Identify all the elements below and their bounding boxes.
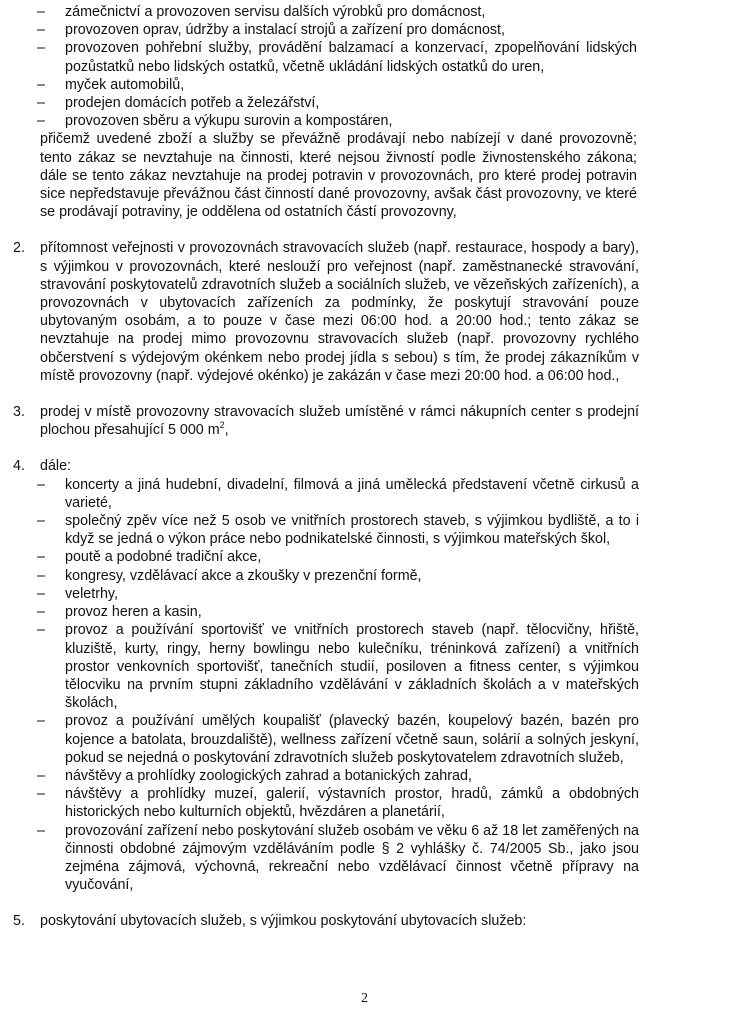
list-item: – provozoven oprav, údržby a instalací strojů a zařízení pro domácnost, xyxy=(65,21,637,39)
page-number: 2 xyxy=(361,991,368,1006)
list-item: – poutě a podobné tradiční akce, xyxy=(65,548,639,566)
list-item: – prodejen domácích potřeb a železářství, xyxy=(65,94,637,112)
list-item: – koncerty a jiná hudební, divadelní, filmová a jiná umělecká představení včetně cirkusů a varieté, xyxy=(65,476,639,512)
list-item: – zámečnictví a provozoven servisu dalších výrobků pro domácnost, xyxy=(65,3,637,21)
list-item: – kongresy, vzdělávací akce a zkoušky v prezenční formě, xyxy=(65,567,639,585)
list-item: – myček automobilů, xyxy=(65,76,637,94)
top-dash-list xyxy=(65,3,637,130)
item-number: 2. xyxy=(13,240,25,257)
numbered-item-2 xyxy=(13,239,639,385)
list-item: – provoz a používání umělých koupališť (plavecký bazén, koupelový bazén, bazén pro kojence a batolata, brouzdaliště), wellness zařízení včetně saun, solárií a solných jeskyní, pokud se nejedná o poskytování zdravotních služeb poskytovatelem zdravotních služeb, xyxy=(65,712,639,767)
item-number: 3. xyxy=(13,404,25,421)
numbered-item-5 xyxy=(13,912,639,930)
list-item: – provoz a používání sportovišť ve vnitřních prostorech staveb (např. tělocvičny, hřiště, kluziště, kurty, ringy, herny bowlingu nebo kulečníku, tréninková zařízení) a vnitřních prostor venkovních sportovišť, tanečních studií, posiloven a fitness center, s výjimkou tělocviku na prvním stupni základního vzdělávání v základních školách a v mateřských školách, xyxy=(65,621,639,712)
numbered-item-3 xyxy=(13,403,639,439)
list-item: – návštěvy a prohlídky muzeí, galerií, výstavních prostor, hradů, zámků a obdobných historických nebo kulturních objektů, hvězdáren a planetárií, xyxy=(65,785,639,821)
item-intro: dále: xyxy=(40,458,72,475)
item-number: 5. xyxy=(13,913,25,930)
item-text-tail: , xyxy=(224,422,229,439)
item-text: poskytování ubytovacích služeb, s výjimkou poskytování ubytovacích služeb: xyxy=(40,913,527,930)
superscript: 2 xyxy=(219,420,225,431)
list-item: – provozování zařízení nebo poskytování služeb osobám ve věku 6 až 18 let zaměřených na činnosti obdobné zájmovým vzděláváním podle § 2 vyhlášky č. 74/2005 Sb., jako jsou zejména zájmová, výchovná, rekreační nebo vzdělávací činnost včetně přípravy na vyučování, xyxy=(65,822,639,895)
list-item: – veletrhy, xyxy=(65,585,639,603)
item-text: přítomnost veřejnosti v provozovnách stravovacích služeb (např. restaurace, hospody a bary), s výjimkou v provozovnách, které neslouží pro veřejnost (např. zaměstnanecké stravování, stravování poskytovatelů zdravotních služeb a sociálních služeb, ve vězeňských zařízeních), a provozovnách v ubytovacích zařízeních za podmínky, že poskytují stravování pouze ubytovaným osobám, a to pouze v čase mezi 06:00 hod. a 20:00 hod.; tento zákaz se nevztahuje na prodej mimo provozovnu stravovacích služeb (např. provozovny rychlého občerstvení s výdejovým okénkem nebo prodej jídla s sebou) s tím, že prodej zákazníkům v místě provozovny (např. výdejové okénko) je zakázán v čase mezi 20:00 hod. a 06:00 hod., xyxy=(40,240,639,384)
item-text: prodej v místě provozovny stravovacích služeb umístěné v rámci nákupních center s prodejní plochou přesahující 5 000 m xyxy=(40,404,639,439)
list-item: – návštěvy a prohlídky zoologických zahrad a botanických zahrad, xyxy=(65,767,639,785)
numbered-item-4 xyxy=(13,457,639,475)
continuation-paragraph: přičemž uvedené zboží a služby se převážně prodávají nebo nabízejí v dané provozovně; tento zákaz se nevztahuje na činnosti, které nejsou živností podle živnostenského zákona; dále se tento zákaz nevztahuje na prodej potravin v provozovnách, pro které prodej potravin sice nepředstavuje převážnou část činností dané provozovny, avšak část provozovny, ve které se prodávají potraviny, je oddělena od ostatních částí provozovny, xyxy=(40,131,637,221)
list-item: – provozoven sběru a výkupu surovin a kompostáren, xyxy=(65,112,637,130)
list-item: – provoz heren a kasin, xyxy=(65,603,639,621)
sub-dash-list xyxy=(65,476,639,895)
list-item: – provozoven pohřební služby, provádění balzamací a konzervací, zpopelňování lidských pozůstatků nebo lidských ostatků, včetně ukládání lidských ostatků do uren, xyxy=(65,39,637,75)
item-number: 4. xyxy=(13,458,25,475)
list-item: – společný zpěv více než 5 osob ve vnitřních prostorech staveb, s výjimkou bydliště, a to i když se jedná o výkon práce nebo podnikatelské činnosti, s výjimkou mateřských škol, xyxy=(65,512,639,548)
